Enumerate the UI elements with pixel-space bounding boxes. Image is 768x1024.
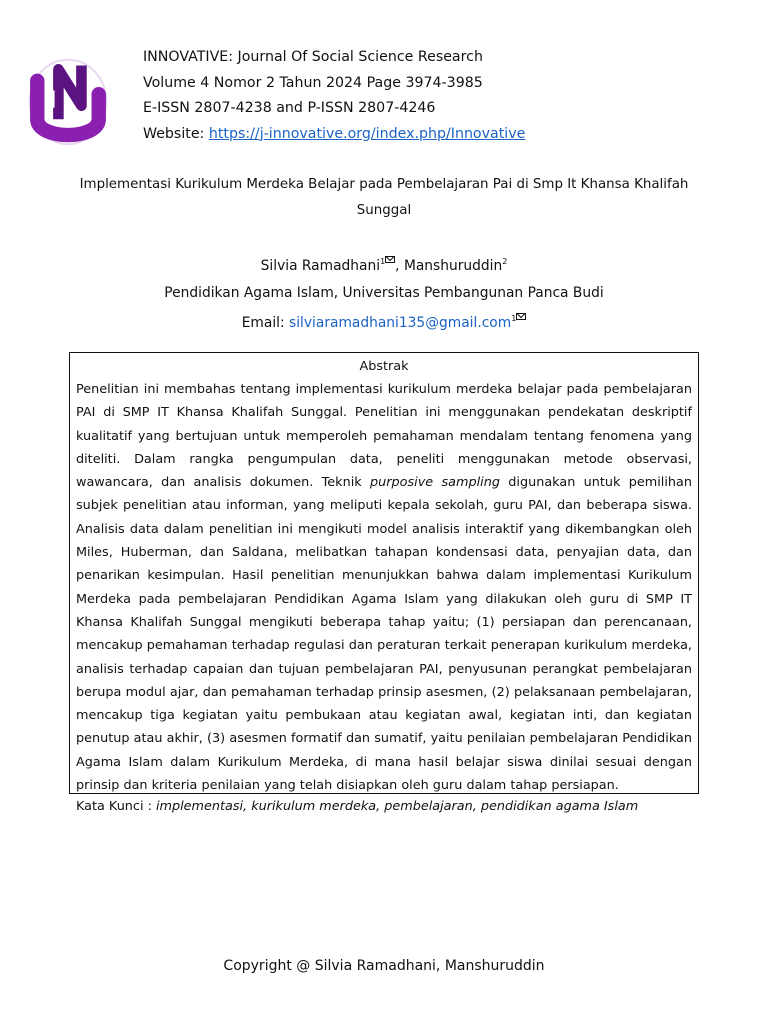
author-separator: , bbox=[395, 258, 404, 274]
email-sup: 1 bbox=[511, 314, 517, 323]
keywords-line bbox=[76, 797, 692, 817]
article-title: Implementasi Kurikulum Merdeka Belajar pada Pembelajaran Pai di Smp It Khansa Khalifah Sunggal bbox=[79, 177, 689, 218]
author-2: Manshuruddin bbox=[403, 258, 503, 274]
abstract-text-part2: digunakan untuk pemilihan subjek penelitian atau informan, yang meliputi kepala sekolah, guru PAI, dan beberapa siswa. Analisis data dalam penelitian ini mengikuti model analisis interaktif yang dikembangkan oleh Miles, Huberman, dan Saldana, melibatkan tahapan kondensasi data, penyajian data, dan penarikan kesimpulan. Hasil penelitian menunjukkan bahwa dalam implementasi Kurikulum Merdeka pada pembelajaran Pendidikan Agama Islam yang dilakukan oleh guru di SMP IT Khansa Khalifah Sunggal mengikuti beberapa tahap yaitu; (1) persiapan dan perencanaan, mencakup pemahaman terhadap regulasi dan peraturan terkait penerapan kurikulum merdeka, analisis terhadap capaian dan tujuan pembelajaran PAI, penyusunan perangkat pembelajaran berupa modul ajar, dan pemahaman terhadap prinsip asesmen, (2) pelaksanaan pembelajaran, mencakup tiga kegiatan yaitu pembukaan atau kegiatan awal, kegiatan inti, dan kegiatan penutup atau akhir, (3) asesmen formatif dan sumatif, yaitu penilaian pembelajaran Pendidikan Agama Islam dalam Kurikulum Merdeka, di mana hasil belajar siswa dinilai sesuai dengan prinsip dan kriteria penilaian yang telah disiapkan oleh guru dalam tahap persiapan. bbox=[76, 475, 692, 794]
author-1: Silvia Ramadhani bbox=[260, 258, 381, 274]
website-link[interactable]: https://j-innovative.org/index.php/Innovative bbox=[208, 125, 526, 142]
journal-volume: Volume 4 Nomor 2 Tahun 2024 Page 3974-3985 bbox=[143, 74, 483, 91]
affiliation: Pendidikan Agama Islam, Universitas Pembangunan Panca Budi bbox=[164, 284, 604, 301]
keywords-label: Kata Kunci : bbox=[76, 799, 156, 815]
website-label: Website: bbox=[143, 125, 209, 142]
email-label: Email: bbox=[241, 315, 290, 331]
email-line bbox=[0, 306, 768, 337]
authors-block bbox=[0, 249, 768, 337]
abstract-box bbox=[69, 352, 699, 815]
email-link[interactable]: silviaramadhani135@gmail.com bbox=[289, 315, 512, 331]
abstract-heading: Abstrak bbox=[359, 359, 409, 374]
author-2-sup: 2 bbox=[502, 257, 508, 266]
abstract-text-italic: purposive sampling bbox=[370, 475, 500, 491]
keywords-value: implementasi, kurikulum merdeka, pembelajaran, pendidikan agama Islam bbox=[155, 799, 639, 815]
journal-issn: E-ISSN 2807-4238 and P-ISSN 2807-4246 bbox=[143, 100, 436, 116]
journal-logo bbox=[20, 52, 116, 148]
author-line bbox=[0, 249, 768, 280]
author-1-sup: 1 bbox=[380, 257, 386, 266]
mail-icon bbox=[516, 313, 526, 320]
abstract-text-part1: Penelitian ini membahas tentang implementasi kurikulum merdeka belajar pada pembelajaran PAI di SMP IT Khansa Khalifah Sunggal. Penelitian ini menggunakan pendekatan deskriptif kualitatif yang bertujuan untuk memperoleh pemahaman mendalam tentang fenomena yang diteliti. Dalam rangka pengumpulan data, peneliti menggunakan metode observasi, wawancara, dan analisis dokumen. Teknik bbox=[76, 382, 692, 491]
copyright-footer: Copyright @ Silvia Ramadhani, Manshuruddin bbox=[223, 958, 545, 974]
journal-name: INNOVATIVE: Journal Of Social Science Research bbox=[143, 49, 483, 65]
abstract-text bbox=[76, 378, 692, 797]
journal-header bbox=[143, 45, 525, 147]
journal-website bbox=[143, 122, 525, 148]
mail-icon bbox=[385, 256, 395, 263]
